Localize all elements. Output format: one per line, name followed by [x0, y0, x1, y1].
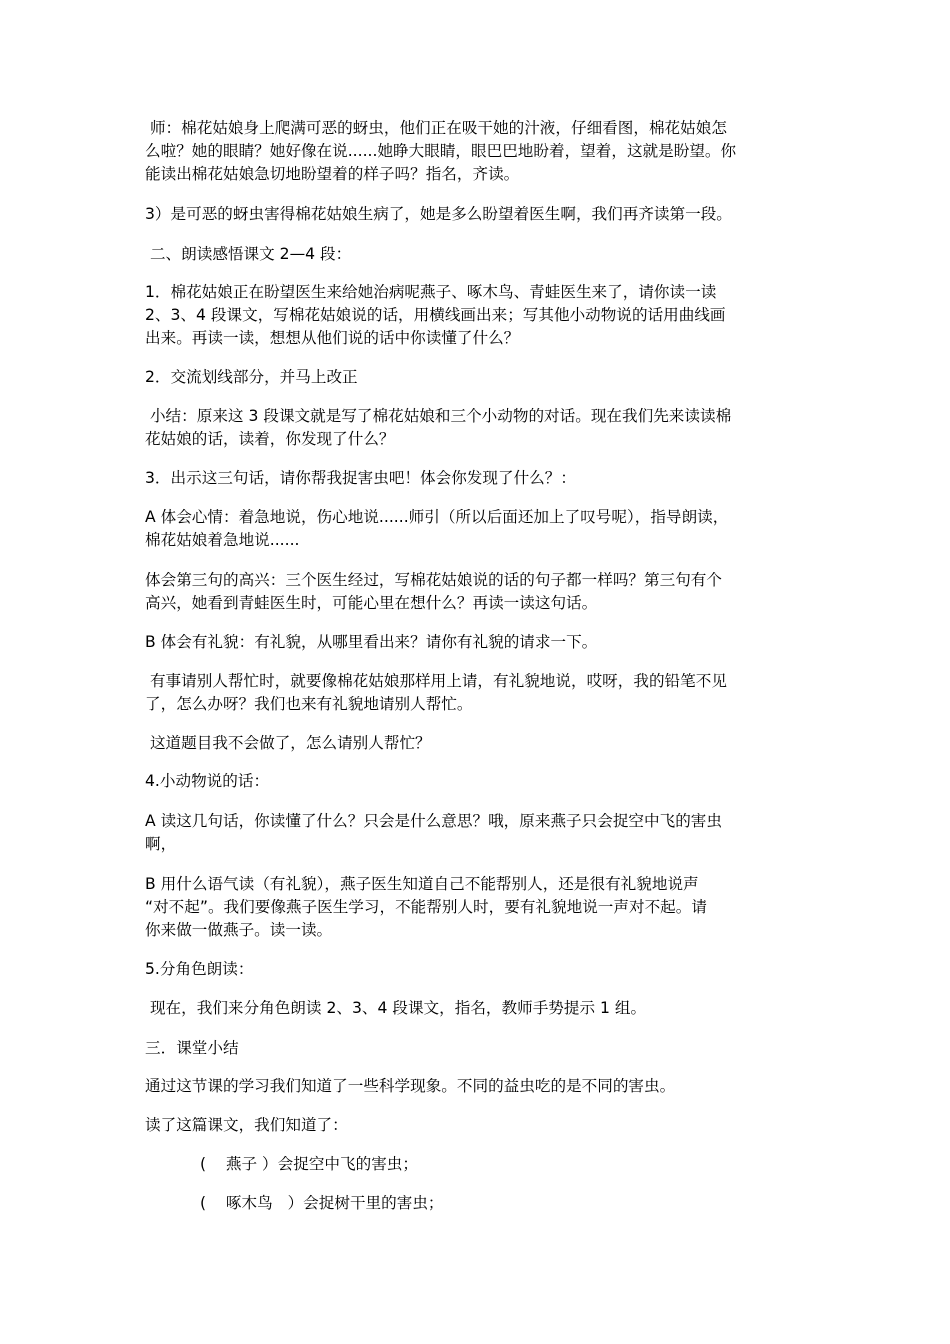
paragraph-9	[145, 631, 810, 654]
paragraph-17	[145, 1075, 810, 1098]
section-heading-2	[145, 243, 810, 266]
text-line: 高兴，她看到青蛙医生时，可能心里在想什么？再读一读这句话。	[145, 594, 598, 612]
paragraph-18	[145, 1114, 810, 1137]
paragraph-5	[145, 405, 810, 451]
paragraph-6	[145, 467, 810, 490]
text-line: 4.小动物说的话：	[145, 772, 270, 790]
text-line: 出来。再读一读，想想从他们说的话中你读懂了什么？	[145, 329, 520, 347]
text-line: 1．棉花姑娘正在盼望医生来给她治病呢燕子、啄木鸟、青蛙医生来了，请你读一读	[145, 283, 717, 301]
text-line: 现在，我们来分角色朗读 2、3、4 段课文，指名，教师手势提示 1 组。	[145, 999, 647, 1017]
text-line: 么啦？她的眼睛？她好像在说......她睁大眼睛，眼巴巴地盼着，望着，这就是盼望。你	[145, 142, 737, 160]
text-line: 了，怎么办呀？我们也来有礼貌地请别人帮忙。	[145, 695, 473, 713]
text-line: 5.分角色朗读：	[145, 960, 254, 978]
text-line: 小结：原来这 3 段课文就是写了棉花姑娘和三个小动物的对话。现在我们先来读读棉	[145, 407, 732, 425]
paragraph-1	[145, 117, 810, 186]
text-line: 二、朗读感悟课文 2—4 段：	[145, 245, 352, 263]
text-line: A 读这几句话，你读懂了什么？只会是什么意思？哦，原来燕子只会捉空中飞的害虫	[145, 812, 722, 830]
text-line: 啊，	[145, 835, 177, 853]
text-line: 体会第三句的高兴：三个医生经过，写棉花姑娘说的话的句子都一样吗？第三句有个	[145, 571, 722, 589]
paragraph-2	[145, 203, 810, 226]
paragraph-12	[145, 770, 810, 793]
text-line: 三．课堂小结	[145, 1039, 239, 1057]
text-line: 2、3、4 段课文，写棉花姑娘说的话，用横线画出来；写其他小动物说的话用曲线画	[145, 306, 726, 324]
paragraph-11	[145, 732, 810, 755]
text-line: 你来做一做燕子。读一读。	[145, 921, 333, 939]
text-line: ( 燕子 ）会捉空中飞的害虫；	[200, 1155, 418, 1173]
text-line: 花姑娘的话，读着，你发现了什么？	[145, 430, 395, 448]
paragraph-3	[145, 281, 810, 350]
paragraph-7	[145, 506, 810, 552]
paragraph-13	[145, 810, 810, 856]
paragraph-10	[145, 670, 810, 716]
text-line: ( 啄木鸟 ）会捉树干里的害虫；	[200, 1194, 444, 1212]
text-line: A 体会心情：着急地说，伤心地说......师引（所以后面还加上了叹号呢），指导朗读，	[145, 508, 729, 526]
text-line: B 用什么语气读（有礼貌），燕子医生知道自己不能帮别人，还是很有礼貌地说声	[145, 875, 699, 893]
paragraph-15	[145, 958, 810, 981]
text-line: 师：棉花姑娘身上爬满可恶的蚜虫，他们正在吸干她的汁液，仔细看图，棉花姑娘怎	[145, 119, 727, 137]
paragraph-16	[145, 997, 810, 1020]
text-line: 棉花姑娘着急地说......	[145, 531, 300, 549]
section-heading-3	[145, 1037, 810, 1060]
text-line: 3．出示这三句话，请你帮我捉害虫吧！体会你发现了什么？：	[145, 469, 576, 487]
fill-blank-2	[200, 1192, 760, 1215]
text-line: 有事请别人帮忙时，就要像棉花姑娘那样用上请，有礼貌地说，哎呀，我的铅笔不见	[145, 672, 727, 690]
text-line: 2．交流划线部分，并马上改正	[145, 368, 358, 386]
paragraph-8	[145, 569, 810, 615]
text-line: 读了这篇课文，我们知道了：	[145, 1116, 348, 1134]
text-line: 通过这节课的学习我们知道了一些科学现象。不同的益虫吃的是不同的害虫。	[145, 1077, 676, 1095]
text-line: 这道题目我不会做了，怎么请别人帮忙？	[145, 734, 431, 752]
text-line: B 体会有礼貌：有礼貌，从哪里看出来？请你有礼貌的请求一下。	[145, 633, 598, 651]
text-line: “对不起”。我们要像燕子医生学习，不能帮别人时，要有礼貌地说一声对不起。请	[145, 898, 707, 916]
paragraph-14	[145, 873, 810, 942]
paragraph-4	[145, 366, 810, 389]
text-line: 3）是可恶的蚜虫害得棉花姑娘生病了，她是多么盼望着医生啊，我们再齐读第一段。	[145, 205, 732, 223]
text-line: 能读出棉花姑娘急切地盼望着的样子吗？指名，齐读。	[145, 165, 520, 183]
fill-blank-1	[200, 1153, 760, 1176]
